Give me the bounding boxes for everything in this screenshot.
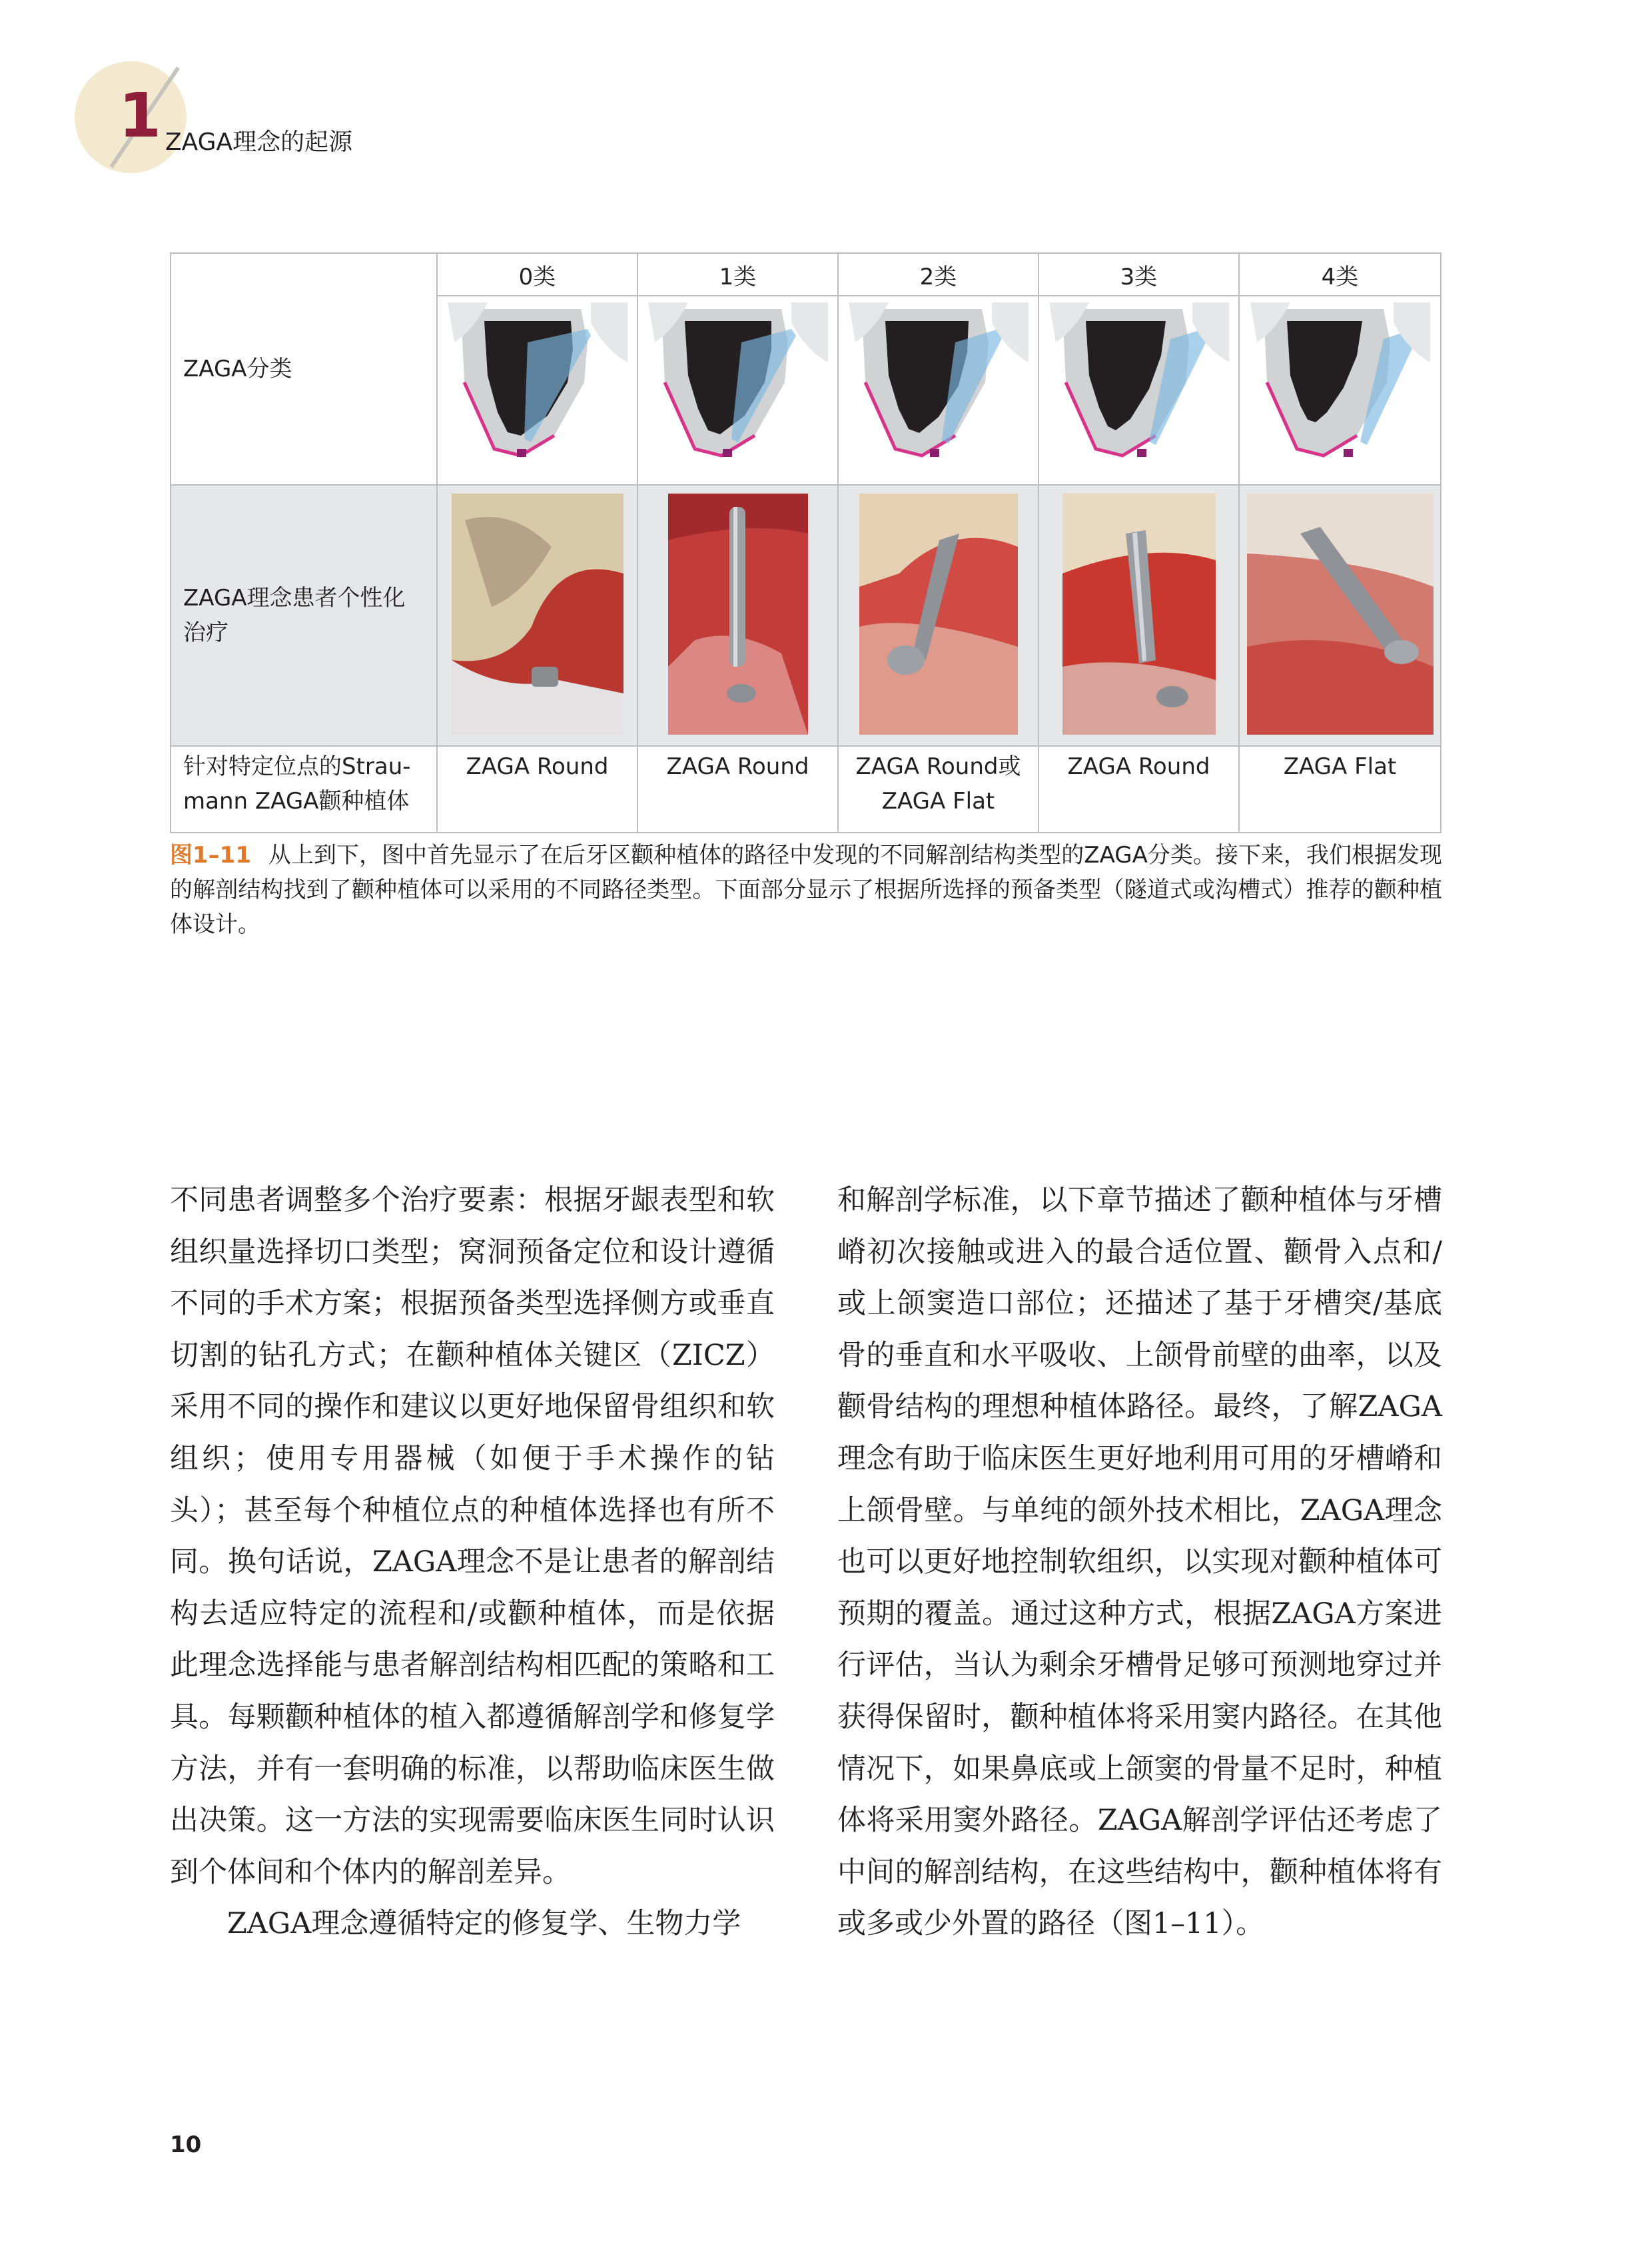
left-paragraph-1: 不同患者调整多个治疗要素：根据牙龈表型和软组织量选择切口类型；窝洞预备定位和设计遵循不同的手术方案；根据预备类型选择侧方或垂直切割的钻孔方式；在颧种植体关键区（ZICZ）采用不同的操作和建议以更好地保留骨组织和软组织；使用专用器械（如便于手术操作的钻头）；甚至每个种植位点的种植体选择也有所不同。换句话说，ZAGA理念不是让患者的解剖结构去适应特定的流程和/或颧种植体，而是依据此理念选择能与患者解剖结构相匹配的策略和工具。每颗颧种植体的植入都遵循解剖学和修复学方法，并有一套明确的标准，以帮助临床医生做出决策。这一方法的实现需要临床医生同时认识到个体间和个体内的解剖差异。 <box>170 1184 775 1889</box>
diagram-cell-3 <box>1038 296 1239 485</box>
photo-row <box>171 485 1441 746</box>
diagram-cell-0 <box>437 296 637 485</box>
photo-cell-2 <box>838 485 1038 746</box>
diagram-cell-1 <box>637 296 838 485</box>
implant-type-4: ZAGA Flat <box>1239 746 1441 833</box>
photo-cell-0 <box>437 485 637 746</box>
page-number: 10 <box>170 2131 202 2158</box>
implant-type-0: ZAGA Round <box>437 746 637 833</box>
zaga-classification-table <box>170 252 1442 833</box>
diagram-cell-4 <box>1239 296 1441 485</box>
implant-type-3: ZAGA Round <box>1038 746 1239 833</box>
zaga-diagram-4 <box>1250 302 1430 476</box>
zaga-diagram-3 <box>1049 302 1229 476</box>
zaga-diagram-0 <box>448 302 627 476</box>
header-row <box>171 253 1441 296</box>
surgical-photo-4 <box>1247 494 1434 735</box>
photo-cell-3 <box>1038 485 1239 746</box>
header-empty <box>171 253 437 485</box>
caption-text: 从上到下，图中首先显示了在后牙区颧种植体的路径中发现的不同解剖结构类型的ZAGA分类。接下来，我们根据发现的解剖结构找到了颧种植体可以采用的不同路径类型。下面部分显示了根据所选择的预备类型（隧道式或沟槽式）推荐的颧种植体设计。 <box>170 842 1442 938</box>
right-paragraph-1: 和解剖学标准，以下章节描述了颧种植体与牙槽嵴初次接触或进入的最合适位置、颧骨入点和/或上颌窦造口部位；还描述了基于牙槽突/基底骨的垂直和水平吸收、上颌骨前壁的曲率，以及颧骨结构的理想种植体路径。最终，了解ZAGA理念有助于临床医生更好地利用可用的牙槽嵴和上颌骨壁。与单纯的颌外技术相比，ZAGA理念也可以更好地控制软组织，以实现对颧种植体可预期的覆盖。通过这种方式，根据ZAGA方案进行评估，当认为剩余牙槽骨足够可预测地穿过并获得保留时，颧种植体将采用窦内路径。在其他情况下，如果鼻底或上颌窦的骨量不足时，种植体将采用窦外路径。ZAGA解剖学评估还考虑了中间的解剖结构，在这些结构中，颧种植体将有或多或少外置的路径（图1–11）。 <box>837 1184 1442 1941</box>
col-header-1: 1类 <box>637 253 838 296</box>
diagram-cell-2 <box>838 296 1038 485</box>
row-label-classification: ZAGA分类 <box>183 356 292 382</box>
surgical-photo-1 <box>668 494 808 735</box>
chapter-title: ZAGA理念的起源 <box>165 129 353 156</box>
surgical-photo-2 <box>859 494 1018 735</box>
col-header-3: 3类 <box>1038 253 1239 296</box>
photo-cell-1 <box>637 485 838 746</box>
implant-row <box>171 746 1441 833</box>
right-column <box>837 1175 1442 1950</box>
figure-number: 图1–11 <box>170 842 251 869</box>
left-paragraph-2: ZAGA理念遵循特定的修复学、生物力学 <box>227 1907 741 1941</box>
implant-type-1: ZAGA Round <box>637 746 838 833</box>
zaga-diagram-1 <box>648 302 828 476</box>
implant-type-2: ZAGA Round或ZAGA Flat <box>838 746 1038 833</box>
col-header-4: 4类 <box>1239 253 1441 296</box>
zaga-diagram-2 <box>849 302 1029 476</box>
surgical-photo-0 <box>452 494 623 735</box>
chapter-number: 1 <box>119 80 162 151</box>
col-header-0: 0类 <box>437 253 637 296</box>
figure-caption <box>170 838 1442 942</box>
surgical-photo-3 <box>1062 494 1216 735</box>
col-header-2: 2类 <box>838 253 1038 296</box>
row-label-implant: 针对特定位点的Strau-mann ZAGA颧种植体 <box>171 746 437 833</box>
row-label-treatment: ZAGA理念患者个性化治疗 <box>171 485 437 746</box>
photo-cell-4 <box>1239 485 1441 746</box>
left-column <box>170 1175 775 1950</box>
